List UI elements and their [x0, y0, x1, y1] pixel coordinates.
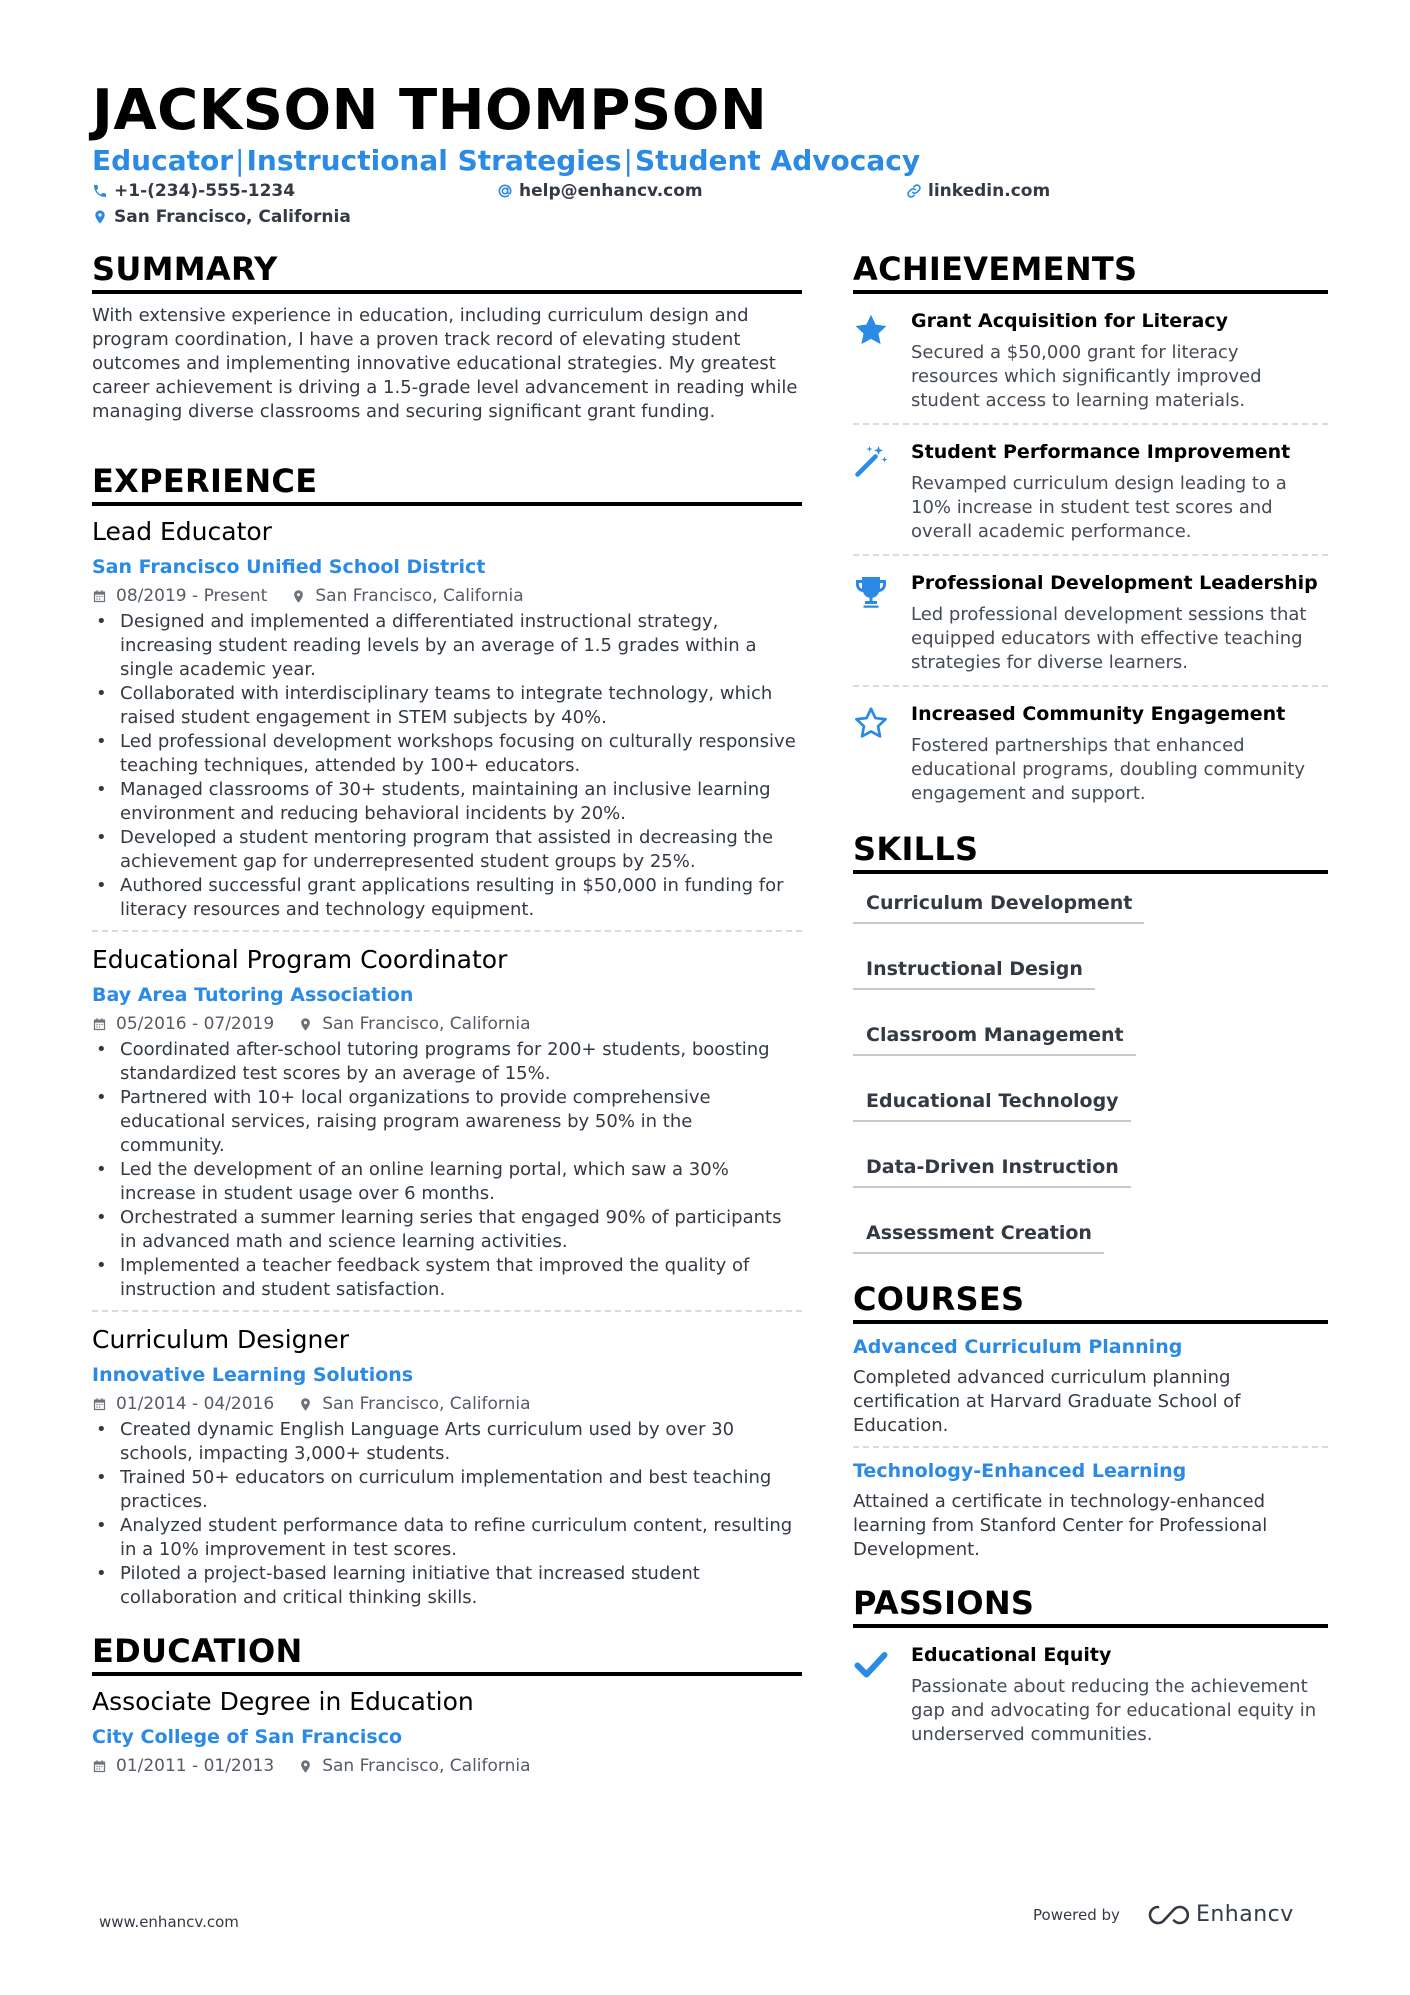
passion-title: Educational Equity: [911, 1644, 1112, 1666]
job-dates: 01/2014 - 04/2016: [116, 1394, 275, 1414]
calendar-icon: [92, 1397, 107, 1412]
job-bullet: • Created dynamic English Language Arts curriculum used by over 30 schools, impacting 3,000+ students.: [92, 1418, 802, 1466]
job-entry: [92, 1324, 802, 1618]
magic-wand-icon: [853, 439, 911, 544]
job-bullet: • Managed classrooms of 30+ students, maintaining an inclusive learning environment and reducing behavioral incidents by 20%.: [92, 778, 802, 826]
calendar-icon: [92, 589, 107, 604]
achievement-title: Increased Community Engagement: [911, 703, 1286, 725]
trophy-icon: [853, 570, 911, 675]
job-bullet: • Implemented a teacher feedback system that improved the quality of instruction and student satisfaction.: [92, 1254, 802, 1302]
skill-tag: Instructional Design: [853, 950, 1095, 990]
job-bullet: • Analyzed student performance data to refine curriculum content, resulting in a 10% improvement in test scores.: [92, 1514, 802, 1562]
skills-list: [853, 884, 1328, 1280]
right-column: [853, 250, 1328, 1767]
job-bullets: [92, 610, 802, 922]
achievement-description: Revamped curriculum design leading to a 10% increase in student test scores and overall academic performance.: [911, 473, 1287, 542]
checkmark-icon: [853, 1642, 911, 1747]
job-company: Innovative Learning Solutions: [92, 1364, 414, 1386]
achievements-list: [853, 304, 1328, 816]
location-pin-icon: [291, 589, 306, 604]
job-location-wrap: [291, 584, 523, 608]
job-entry: [92, 944, 802, 1312]
footer-branding: [1033, 1902, 1294, 1927]
skill-tag: Classroom Management: [853, 1016, 1136, 1056]
achievement-title: Grant Acquisition for Literacy: [911, 310, 1228, 332]
experience-heading: EXPERIENCE: [92, 462, 802, 506]
achievement-title: Student Performance Improvement: [911, 441, 1291, 463]
skill-tag: Data-Driven Instruction: [853, 1148, 1131, 1188]
course-description: Attained a certificate in technology-enhanced learning from Stanford Center for Professional Development.: [853, 1491, 1268, 1560]
job-bullet: • Partnered with 10+ local organizations to provide comprehensive educational services, raising program awareness by 50% in the community.: [92, 1086, 802, 1158]
job-bullet: • Developed a student mentoring program that assisted in decreasing the achievement gap for underrepresented student groups by 25%.: [92, 826, 802, 874]
achievement-description: Secured a $50,000 grant for literacy resources which significantly improved student access to learning materials.: [911, 342, 1262, 411]
achievement-item: [853, 435, 1328, 556]
courses-heading: COURSES: [853, 1280, 1328, 1324]
skills-heading: SKILLS: [853, 830, 1328, 874]
headline: [92, 144, 920, 177]
degree-title: Associate Degree in Education: [92, 1687, 474, 1716]
course-item: [853, 1334, 1328, 1448]
education-entry: [92, 1686, 802, 1778]
location-pin-icon: [298, 1017, 313, 1032]
achievement-body: [911, 701, 1328, 806]
passion-description: Passionate about reducing the achievement gap and advocating for educational equity in underserved communities.: [911, 1676, 1317, 1745]
enhancv-logo[interactable]: [1144, 1902, 1294, 1927]
summary-text: With extensive experience in education, including curriculum design and program coordination, I have a proven track record of elevating student outcomes and implementing innovative educational strategies. My greatest career achievement is driving a 1.5-grade level advancement in reading while managing diverse classrooms and securing significant grant funding.: [92, 305, 798, 422]
job-location: San Francisco, California: [315, 586, 524, 606]
achievements-heading: ACHIEVEMENTS: [853, 250, 1328, 294]
passions-heading: PASSIONS: [853, 1584, 1328, 1628]
skill-tag: Educational Technology: [853, 1082, 1131, 1122]
link-icon: [906, 183, 922, 199]
education-heading: EDUCATION: [92, 1632, 802, 1676]
skill-tag: Curriculum Development: [853, 884, 1144, 924]
summary-heading: SUMMARY: [92, 250, 802, 294]
location-text: San Francisco, California: [114, 207, 351, 227]
skill-tag: Assessment Creation: [853, 1214, 1104, 1254]
job-bullet: • Designed and implemented a differentiated instructional strategy, increasing student reading levels by an average of 1.5 grades within a single academic year.: [92, 610, 802, 682]
job-meta: [92, 1392, 802, 1416]
contact-location: [92, 207, 351, 227]
phone-number: +1-(234)-555-1234: [114, 181, 296, 201]
job-bullet: • Led professional development workshops focusing on culturally responsive teaching techniques, attended by 100+ educators.: [92, 730, 802, 778]
location-pin-icon: [298, 1397, 313, 1412]
location-pin-icon: [298, 1759, 313, 1774]
job-bullet: • Authored successful grant applications resulting in $50,000 in funding for literacy resources and technology equipment.: [92, 874, 802, 922]
achievement-title: Professional Development Leadership: [911, 572, 1318, 594]
job-company: San Francisco Unified School District: [92, 556, 486, 578]
job-bullet: • Piloted a project-based learning initiative that increased student collaboration and critical thinking skills.: [92, 1562, 802, 1610]
job-meta: [92, 584, 802, 608]
linkedin-url: linkedin.com: [928, 181, 1051, 201]
star-filled-icon: [853, 308, 911, 413]
job-dates: 05/2016 - 07/2019: [116, 1014, 275, 1034]
achievement-body: [911, 439, 1328, 544]
achievement-item: [853, 304, 1328, 425]
achievement-description: Fostered partnerships that enhanced educational programs, doubling community engagement and support.: [911, 735, 1306, 804]
headline-role-3: Student Advocacy: [634, 144, 921, 177]
contact-phone[interactable]: [92, 181, 295, 201]
headline-separator: |: [623, 144, 633, 177]
course-title: Advanced Curriculum Planning: [853, 1336, 1183, 1358]
passion-body: [911, 1642, 1328, 1747]
job-bullet: • Trained 50+ educators on curriculum implementation and best teaching practices.: [92, 1466, 802, 1514]
star-outline-icon: [853, 701, 911, 806]
email-address: help@enhancv.com: [519, 181, 703, 201]
passions-list: [853, 1638, 1328, 1757]
location-pin-icon: [92, 209, 108, 225]
phone-icon: [92, 183, 108, 199]
job-bullet: • Coordinated after-school tutoring programs for 200+ students, boosting standardized test scores by an average of 15%.: [92, 1038, 802, 1086]
candidate-name: JACKSON THOMPSON: [92, 78, 768, 143]
education-location: San Francisco, California: [322, 1756, 531, 1776]
course-title: Technology-Enhanced Learning: [853, 1460, 1187, 1482]
calendar-icon: [92, 1759, 107, 1774]
contact-linkedin[interactable]: [906, 181, 1050, 201]
job-title: Curriculum Designer: [92, 1325, 350, 1354]
achievement-item: [853, 566, 1328, 687]
job-dates: 08/2019 - Present: [116, 586, 268, 606]
job-entry: [92, 516, 802, 932]
job-bullets: [92, 1418, 802, 1610]
course-description: Completed advanced curriculum planning certification at Harvard Graduate School of Education.: [853, 1367, 1241, 1436]
headline-separator: |: [235, 144, 245, 177]
job-location: San Francisco, California: [322, 1014, 531, 1034]
job-bullet: • Collaborated with interdisciplinary teams to integrate technology, which raised student engagement in STEM subjects by 40%.: [92, 682, 802, 730]
job-bullet: • Orchestrated a summer learning series that engaged 90% of participants in advanced math and science learning activities.: [92, 1206, 802, 1254]
job-location-wrap: [298, 1012, 530, 1036]
contact-email[interactable]: [497, 181, 703, 201]
brand-name: Enhancv: [1195, 1902, 1294, 1927]
footer-website[interactable]: www.enhancv.com: [99, 1913, 239, 1931]
education-dates: 01/2011 - 01/2013: [116, 1756, 275, 1776]
job-title: Lead Educator: [92, 517, 272, 546]
passion-item: [853, 1638, 1328, 1757]
left-column: [92, 250, 802, 1778]
education-meta: [92, 1754, 802, 1778]
job-company: Bay Area Tutoring Association: [92, 984, 414, 1006]
enhancv-logo-icon: [1144, 1903, 1190, 1927]
calendar-icon: [92, 1017, 107, 1032]
achievement-item: [853, 697, 1328, 816]
job-location: San Francisco, California: [322, 1394, 531, 1414]
achievement-body: [911, 308, 1328, 413]
courses-list: [853, 1334, 1328, 1570]
job-title: Educational Program Coordinator: [92, 945, 508, 974]
course-item: [853, 1458, 1328, 1570]
headline-role-2: Instructional Strategies: [246, 144, 622, 177]
job-bullet: • Led the development of an online learning portal, which saw a 30% increase in student usage over 6 months.: [92, 1158, 802, 1206]
at-icon: [497, 183, 513, 199]
job-meta: [92, 1012, 802, 1036]
job-location-wrap: [298, 1392, 530, 1416]
school-name: City College of San Francisco: [92, 1726, 403, 1748]
experience-list: [92, 516, 802, 1618]
achievement-body: [911, 570, 1328, 675]
powered-by-label: Powered by: [1033, 1905, 1120, 1924]
education-location-wrap: [298, 1754, 530, 1778]
job-bullets: [92, 1038, 802, 1302]
headline-role-1: Educator: [92, 144, 234, 177]
achievement-description: Led professional development sessions that equipped educators with effective teaching strategies for diverse learners.: [911, 604, 1307, 673]
